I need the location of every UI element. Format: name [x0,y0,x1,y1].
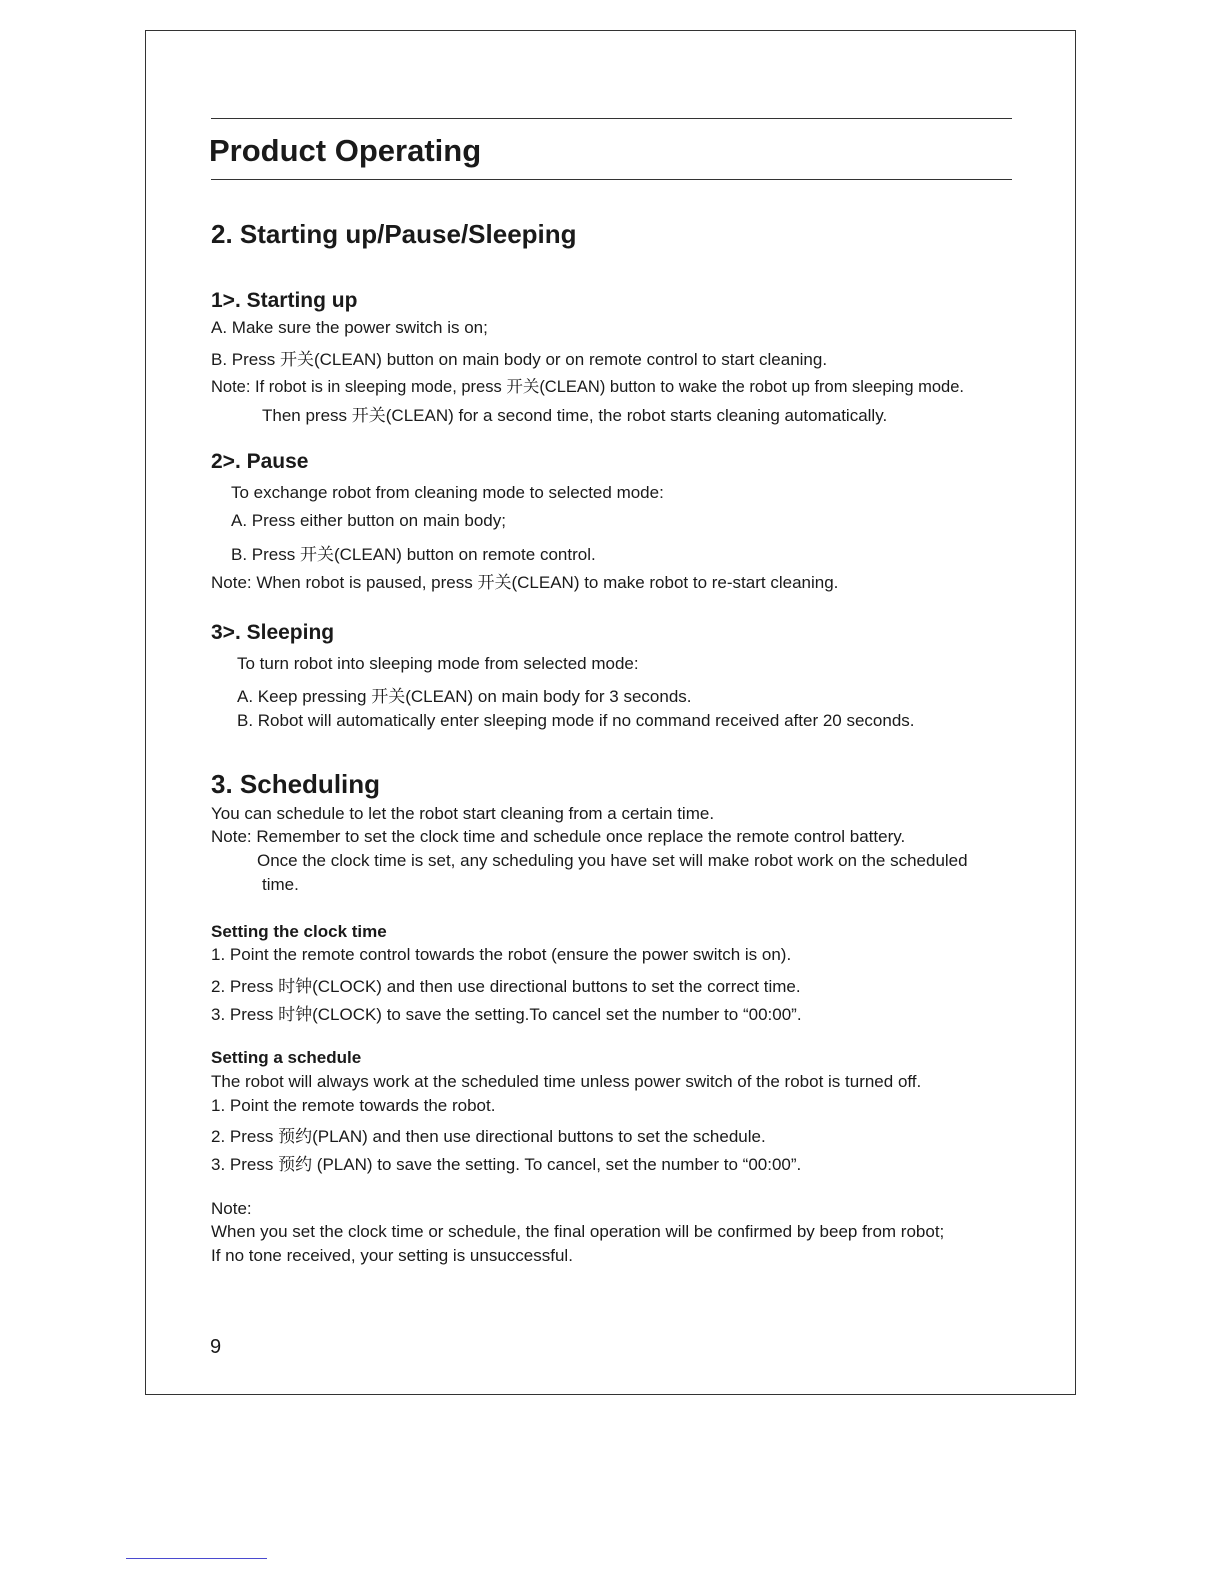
page-number: 9 [210,1336,222,1358]
final-note-label: Note: [211,1199,252,1218]
sleeping-line: To turn robot into sleeping mode from selected mode: [237,654,639,673]
clock-step: 1. Point the remote control towards the robot (ensure the power switch is on). [211,945,792,964]
scheduling-note: Note: Remember to set the clock time and schedule once replace the remote control battery. [211,827,906,846]
page-title: Product Operating [209,133,482,168]
section-3-title: 3. Scheduling [211,769,381,799]
scheduling-note-cont: Once the clock time is set, any scheduling you have set will make robot work on the scheduled [257,851,968,870]
footer-link-underline [126,1558,267,1559]
section-2-title: 2. Starting up/Pause/Sleeping [211,219,577,249]
sleeping-title: 3>. Sleeping [211,621,335,644]
starting-up-title: 1>. Starting up [211,289,358,312]
schedule-step: 1. Point the remote towards the robot. [211,1096,496,1115]
starting-up-note: Note: If robot is in sleeping mode, press 开关(CLEAN) button to wake the robot up from sleeping mode. [211,378,964,396]
clock-step: 3. Press 时钟(CLOCK) to save the setting.To cancel set the number to “00:00”. [211,1005,802,1024]
clock-step: 2. Press 时钟(CLOCK) and then use directional buttons to set the correct time. [211,977,801,996]
final-note-line: When you set the clock time or schedule, the final operation will be confirmed by beep from robot; [211,1222,945,1241]
scheduling-intro: You can schedule to let the robot start cleaning from a certain time. [211,804,715,823]
sleeping-line: A. Keep pressing 开关(CLEAN) on main body for 3 seconds. [237,687,692,706]
pause-title: 2>. Pause [211,450,309,473]
scheduling-note-cont: time. [262,875,299,894]
schedule-step: 2. Press 预约(PLAN) and then use directional buttons to set the schedule. [211,1127,766,1146]
starting-up-note-cont: Then press 开关(CLEAN) for a second time, the robot starts cleaning automatically. [262,406,888,425]
pause-line: To exchange robot from cleaning mode to selected mode: [231,483,664,502]
starting-up-line: A. Make sure the power switch is on; [211,318,488,337]
schedule-step: 3. Press 预约 (PLAN) to save the setting. To cancel, set the number to “00:00”. [211,1155,802,1174]
final-note-line: If no tone received, your setting is unsuccessful. [211,1246,573,1265]
schedule-title: Setting a schedule [211,1048,362,1067]
pause-note: Note: When robot is paused, press 开关(CLEAN) to make robot to re-start cleaning. [211,573,839,592]
title-top-rule [211,118,1012,119]
schedule-line: The robot will always work at the scheduled time unless power switch of the robot is turned off. [211,1072,922,1091]
sleeping-line: B. Robot will automatically enter sleeping mode if no command received after 20 seconds. [237,711,915,730]
pause-line: B. Press 开关(CLEAN) button on remote control. [231,545,596,564]
starting-up-line: B. Press 开关(CLEAN) button on main body or on remote control to start cleaning. [211,350,828,369]
title-bottom-rule [211,179,1012,180]
clock-title: Setting the clock time [211,922,387,941]
pause-line: A. Press either button on main body; [231,511,506,530]
